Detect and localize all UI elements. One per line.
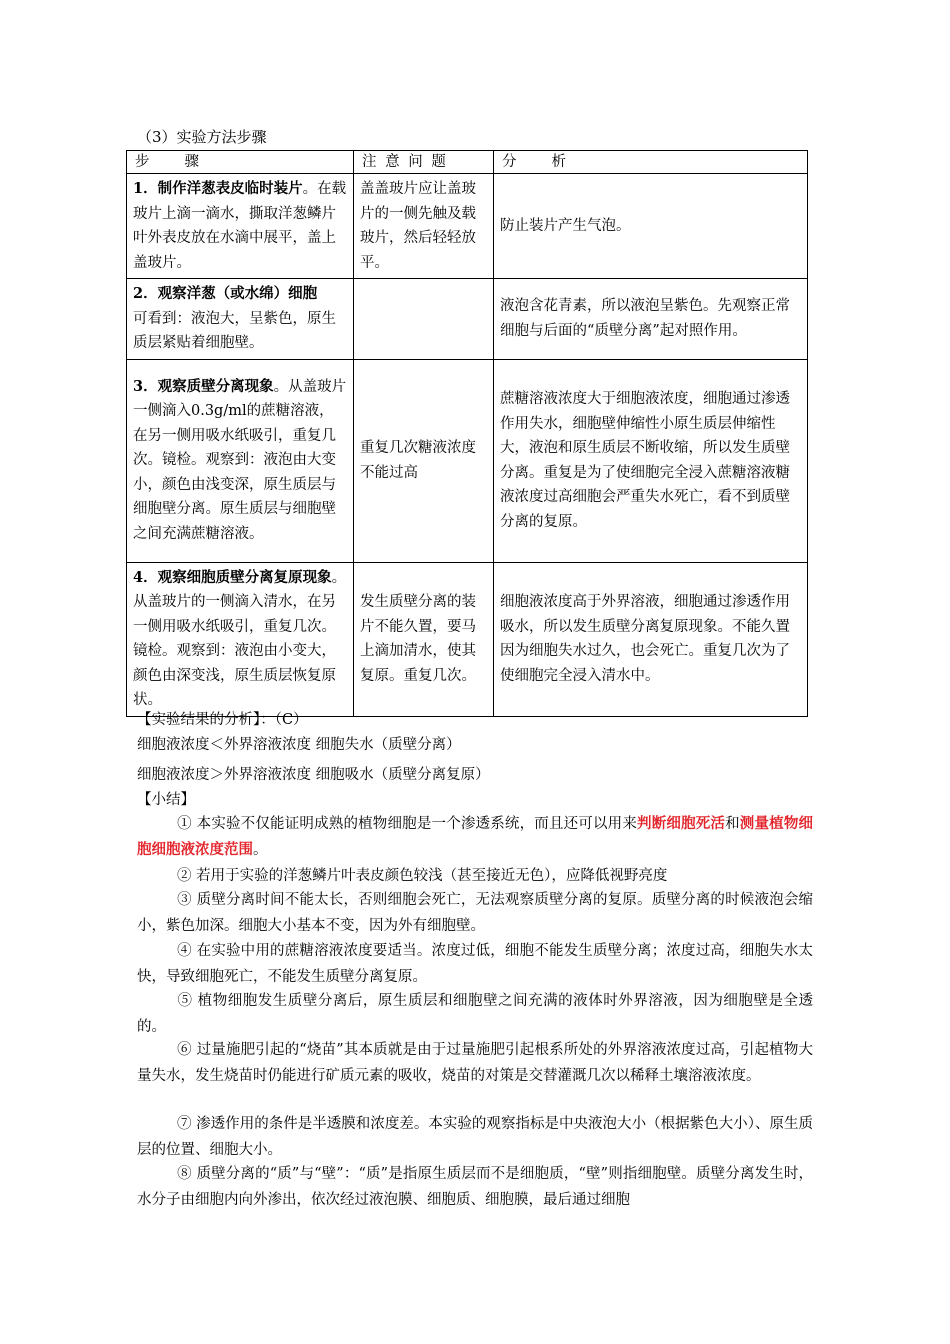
steps-table bbox=[126, 150, 808, 717]
step-cell bbox=[127, 562, 354, 716]
step-cell bbox=[127, 279, 354, 360]
note-cell: 盖盖玻片应让盖玻片的一侧先触及载玻片，然后轻轻放平。 bbox=[354, 174, 494, 279]
step-title: 1．制作洋葱表皮临时装片 bbox=[133, 180, 303, 197]
summary-paragraph-3 bbox=[137, 887, 813, 939]
section-heading: （3）实验方法步骤 bbox=[137, 128, 267, 146]
note-cell: 发生质壁分离的装片不能久置，要马上滴加清水，使其复原。重复几次。 bbox=[354, 562, 494, 716]
summary-text: ② 若用于实验的洋葱鳞片叶表皮颜色较浅（甚至接近无色），应降低视野亮度 bbox=[177, 868, 668, 884]
table-row bbox=[127, 359, 808, 562]
summary-text: ⑥ 过量施肥引起的“烧苗”其本质就是由于过量施肥引起根系所处的外界溶液浓度过高，引起植物大量失水，发生烧苗时仍能进行矿质元素的吸收，烧苗的对策是交替灌溉几次以稀释土壤溶液浓度。 bbox=[137, 1042, 813, 1084]
table-row bbox=[127, 562, 808, 716]
step-cell bbox=[127, 359, 354, 562]
summary-paragraph-1 bbox=[137, 811, 813, 863]
summary-paragraph-6 bbox=[137, 1037, 813, 1089]
table-row bbox=[127, 279, 808, 360]
table-row bbox=[127, 174, 808, 279]
summary-paragraph-8 bbox=[137, 1161, 813, 1213]
analysis-cell: 细胞液浓度高于外界溶液，细胞通过渗透作用吸水，所以发生质壁分离复原现象。不能久置因为细胞失水过久，也会死亡。重复几次为了使细胞完全浸入清水中。 bbox=[494, 562, 808, 716]
result-heading: 【实验结果的分析】：（C） bbox=[137, 712, 308, 728]
summary-text: ③ 质壁分离时间不能太长，否则细胞会死亡，无法观察质壁分离的复原。质壁分离的时候液泡会缩小，紫色加深。细胞大小基本不变，因为外有细胞壁。 bbox=[137, 892, 813, 934]
summary-paragraph-2 bbox=[137, 863, 813, 889]
summary-text: ⑦ 渗透作用的条件是半透膜和浓度差。本实验的观察指标是中央液泡大小（根据紫色大小）、原生质层的位置、细胞大小。 bbox=[137, 1116, 813, 1158]
header-steps: 步 骤 bbox=[127, 151, 354, 174]
step-title: 4．观察细胞质壁分离复原现象 bbox=[133, 568, 332, 586]
summary-text: 和 bbox=[725, 816, 740, 832]
step-title: 2．观察洋葱（或水绵）细胞 bbox=[133, 285, 318, 302]
emphasis-text: 判断细胞死活 bbox=[637, 815, 726, 832]
result-line-2: 细胞液浓度＞外界溶液浓度 细胞吸水（质壁分离复原） bbox=[137, 767, 490, 783]
step-title: 3．观察质壁分离现象 bbox=[133, 377, 274, 395]
analysis-cell: 液泡含花青素，所以液泡呈紫色。先观察正常细胞与后面的“质壁分离”起对照作用。 bbox=[494, 279, 808, 360]
analysis-cell: 防止装片产生气泡。 bbox=[494, 174, 808, 279]
step-body: 。从盖玻片的一侧滴入清水，在另一侧用吸水纸吸引，重复几次。镜检。观察到：液泡由小变大，颜色由深变浅，原生质层恢复原状。 bbox=[133, 569, 347, 708]
header-notes: 注 意 问 题 bbox=[354, 151, 494, 174]
note-cell: 重复几次糖液浓度不能过高 bbox=[354, 359, 494, 562]
emphasis-text: 测量植物细胞细胞液浓度范围 bbox=[137, 815, 814, 858]
step-cell bbox=[127, 174, 354, 279]
step-body: 。从盖玻片一侧滴入0.3g/ml的蔗糖溶液，在另一侧用吸水纸吸引，重复几次。镜检。观察到：液泡由大变小，颜色由浅变深，原生质层与细胞壁分离。原生质层与细胞壁之间充满蔗糖溶液。 bbox=[133, 378, 347, 542]
header-analysis: 分 析 bbox=[494, 151, 808, 174]
summary-text: ⑤ 植物细胞发生质壁分离后，原生质层和细胞壁之间充满的液体时外界溶液，因为细胞壁是全透的。 bbox=[137, 993, 813, 1035]
analysis-cell: 蔗糖溶液浓度大于细胞液浓度，细胞通过渗透作用失水，细胞壁伸缩性小原生质层伸缩性大，液泡和原生质层不断收缩，所以发生质壁分离。重复是为了使细胞完全浸入蔗糖溶液糖液浓度过高细胞会严重失水死亡，看不到质壁分离的复原。 bbox=[494, 359, 808, 562]
summary-text: ④ 在实验中用的蔗糖溶液浓度要适当。浓度过低，细胞不能发生质壁分离；浓度过高，细胞失水太快，导致细胞死亡，不能发生质壁分离复原。 bbox=[137, 943, 813, 985]
note-cell bbox=[354, 279, 494, 360]
summary-paragraph-5 bbox=[137, 988, 813, 1040]
summary-text: 。 bbox=[253, 842, 268, 858]
step-body: 。在载玻片上滴一滴水，撕取洋葱鳞片叶外表皮放在水滴中展平，盖上盖玻片。 bbox=[133, 181, 347, 271]
summary-text: ⑧ 质壁分离的“质”与“壁”：“质”是指原生质层而不是细胞质，“壁”则指细胞壁。质壁分离发生时，水分子由细胞内向外渗出，依次经过液泡膜、细胞质、细胞膜，最后通过细胞 bbox=[137, 1166, 813, 1208]
table-header-row bbox=[127, 151, 808, 174]
summary-paragraph-4 bbox=[137, 938, 813, 990]
summary-text: ① 本实验不仅能证明成熟的植物细胞是一个渗透系统，而且还可以用来 bbox=[177, 816, 638, 832]
summary-heading: 【小结】 bbox=[137, 792, 195, 808]
summary-paragraph-7 bbox=[137, 1111, 813, 1163]
result-line-1: 细胞液浓度＜外界溶液浓度 细胞失水（质壁分离） bbox=[137, 737, 461, 753]
step-body: 可看到：液泡大，呈紫色，原生质层紧贴着细胞壁。 bbox=[133, 310, 336, 351]
